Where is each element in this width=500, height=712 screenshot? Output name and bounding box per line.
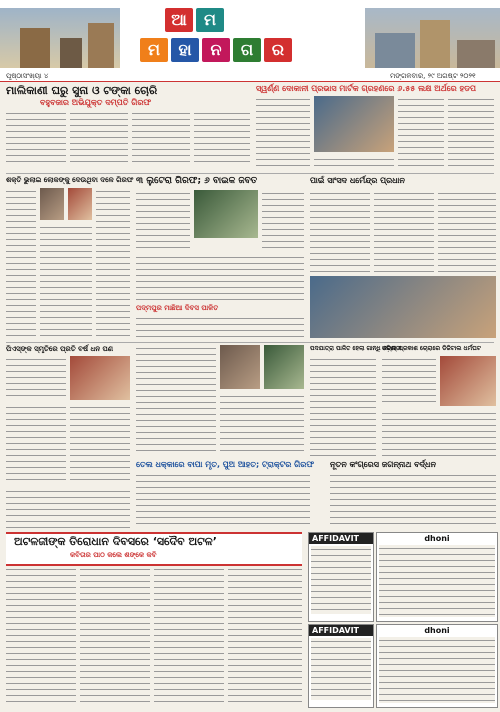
- article-column: [382, 410, 496, 456]
- headline-gandhi: ପଦଯାତ୍ରା ପାଳିତ ହେଲା ଗାନ୍ଧି ଜୟନ୍ତୀ: [310, 345, 402, 352]
- article-column: [438, 190, 496, 272]
- article-column: [330, 472, 496, 528]
- article-column: [6, 188, 36, 338]
- news-photo: [70, 356, 130, 400]
- headline-theft: ମାଲିକାଣୀ ଘରୁ ସୁନା ଓ ଟଙ୍କା ଚୋରି: [6, 84, 158, 97]
- article-column: [6, 566, 76, 706]
- article-column: [6, 356, 66, 400]
- person-photo: [220, 345, 260, 389]
- article-column: [398, 96, 444, 170]
- ad-body: [311, 546, 371, 614]
- article-column: [448, 96, 494, 170]
- photo-caption: [314, 156, 394, 170]
- masthead-title-row1: [165, 8, 224, 32]
- article-column: [6, 488, 130, 528]
- masthead-letter: ଗ: [233, 38, 261, 62]
- article-column: [310, 190, 370, 272]
- article-column: [228, 566, 302, 706]
- headline-mp-pradhan: ପାଇଁ ସାଂସଦ ଧର୍ମେନ୍ଦ୍ର ପ୍ରଧାନ: [310, 176, 405, 185]
- article-column: [132, 110, 190, 166]
- ad-body: [379, 545, 495, 617]
- ad-title: dhoni: [424, 534, 450, 543]
- article-column: [6, 404, 66, 484]
- person-photo: [68, 188, 92, 220]
- issue-date: ମଙ୍ଗଳବାର, ୨୯ ଅଗଷ୍ଟ ୨୦୨୧: [390, 72, 476, 80]
- masthead-letter: ନ: [202, 38, 230, 62]
- notice-ad: [376, 624, 498, 708]
- person-photo: [264, 345, 304, 389]
- page-number: ପୃଷ୍ଠାସଂଖ୍ୟା ୪: [6, 72, 49, 80]
- ad-body: [311, 638, 371, 700]
- masthead-letter: ହା: [171, 38, 199, 62]
- headline-padmapur: ପଦ୍ମପୁର ମାଛିଆ ଦିବସ ପାଳିତ: [136, 304, 219, 312]
- article-column: [96, 188, 130, 338]
- ad-title: AFFIDAVIT: [309, 533, 373, 544]
- masthead-title-row2: [140, 38, 292, 62]
- masthead-letter: ମ: [140, 38, 168, 62]
- news-photo: [440, 356, 496, 406]
- divider: [6, 173, 494, 174]
- headline-gang: ଶକ୍ତି ଭୁଲାଇ ଲୋକଙ୍କୁ ଦେଉଥିବା ଦଳେ ଗିରଫ: [6, 176, 134, 184]
- article-column: [6, 110, 66, 166]
- article-column: [154, 566, 224, 706]
- notice-ad: [376, 532, 498, 622]
- person-photo: [40, 188, 64, 220]
- subheadline-theft: ବହୁବଜାର ଅଭିଯୁକ୍ତ ଦମ୍ପତି ଗିରଫ: [40, 98, 152, 107]
- article-column: [382, 356, 436, 406]
- headline-jeweller: ସ୍ୱର୍ଣ୍ଣ ଦୋକାନୀ ପ୍ରଭାସ ମାର୍ଟକ ଗ୍ରହଣରେ ୬.୫୫ ଲକ୍ଷ ଅର୍ଥରେ ହଡପ: [256, 84, 477, 93]
- masthead-letter: ର: [264, 38, 292, 62]
- headline-digital-strike: ଓଡ଼ିଶା ପ୍ରକାଶ ଚୋରାରେ ଡିଜିଟାଲ ଧର୍ମଘଟ: [382, 345, 481, 352]
- headline-robbers: ୩ ଲୁଟେରା ଗିରଫ; ୬ ବାଇକ ଜବତ: [136, 176, 258, 186]
- article-column: [70, 404, 130, 484]
- headline-accident: ତେଲ ଧକ୍କାରେ ବାପା ମୃତ, ପୁଅ ଆହତ; ଟ୍ରାକ୍ଟର ଗିରଫ: [136, 460, 315, 469]
- ad-body: [379, 637, 495, 703]
- masthead-letter: ମ: [196, 8, 224, 32]
- masthead-left-image: [0, 8, 120, 68]
- article-column: [194, 110, 250, 166]
- ad-title: AFFIDAVIT: [309, 625, 373, 636]
- ad-title: dhoni: [424, 626, 450, 635]
- article-column: [136, 472, 310, 528]
- article-column: [262, 190, 304, 250]
- article-column: [136, 254, 304, 300]
- article-column: [70, 110, 128, 166]
- news-photo: [314, 96, 394, 152]
- news-photo: [310, 276, 496, 338]
- headline-ps-memorial: ପିଏସ୍ଙ୍କ ସ୍ମୃତିରେ ପ୍ରତି ବର୍ଷ ଧନ ପଣ: [6, 345, 114, 353]
- article-column: [80, 566, 150, 706]
- article-column: [136, 315, 304, 339]
- affidavit-ad: [308, 624, 374, 708]
- affidavit-ad: [308, 532, 374, 622]
- article-column: [374, 190, 434, 272]
- article-column: [256, 96, 310, 170]
- masthead-right-image: [365, 8, 500, 68]
- masthead: [0, 0, 500, 72]
- article-column: [220, 393, 304, 455]
- headline-congress: ନୂତନ କଂଗ୍ରେସ ଜଗନ୍ନାଥ ବର୍ଦ୍ଧନ: [330, 460, 436, 469]
- divider: [6, 342, 494, 343]
- news-photo: [194, 190, 258, 238]
- masthead-letter: ଆ: [165, 8, 193, 32]
- banner-subheadline: କବିତାର ପାଠ କଲେ ଶଙ୍କେ କବି: [70, 551, 157, 559]
- article-column: [136, 345, 216, 455]
- article-column: [40, 224, 92, 338]
- article-column: [310, 356, 376, 456]
- banner-headline: ଅଟଳଜୀଙ୍କ ତିରୋଧାନ ଦିବସରେ ‘ସଦୈବ ଅଟଳ’: [14, 535, 217, 548]
- article-column: [136, 190, 190, 250]
